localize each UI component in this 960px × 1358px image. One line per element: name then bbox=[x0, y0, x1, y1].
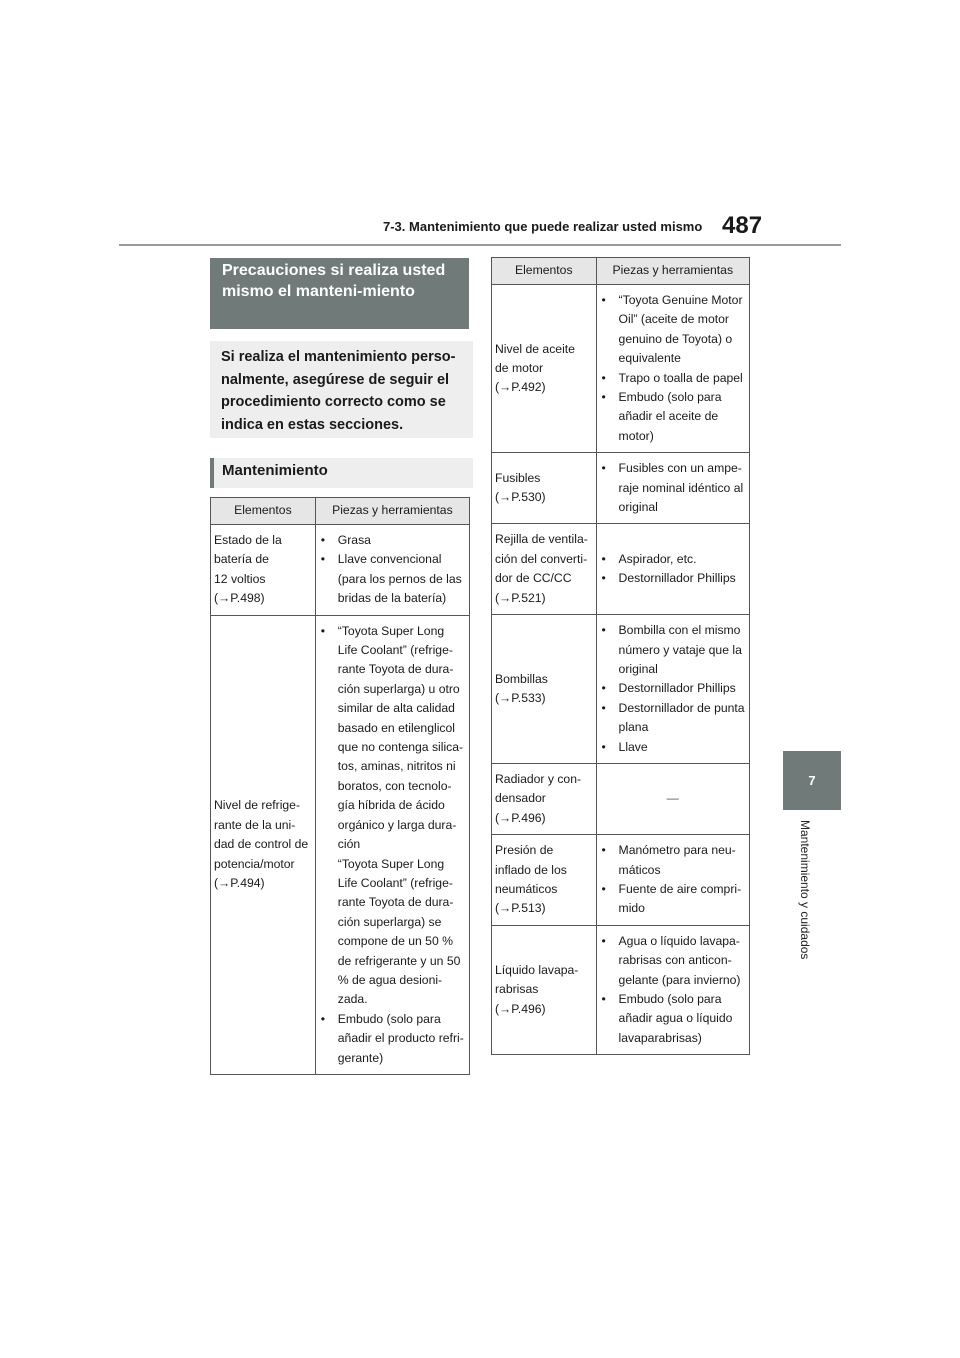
section-title: 7-3. Mantenimiento que puede realizar usted mismo bbox=[383, 219, 703, 234]
maintenance-table-left bbox=[210, 497, 470, 1075]
table-row bbox=[492, 615, 750, 764]
tool-item: • Grasa bbox=[321, 531, 466, 550]
item-cell: Líquido lavapa- rabrisas (→P.496) bbox=[492, 925, 597, 1054]
maintenance-heading: Mantenimiento bbox=[210, 458, 473, 488]
maintenance-table-right bbox=[491, 257, 750, 1055]
tool-item: • Embudo (solo para añadir agua o líquido lavaparabrisas) bbox=[602, 990, 746, 1048]
column-header-items: Elementos bbox=[492, 258, 597, 285]
table-row bbox=[492, 524, 750, 615]
column-header-tools: Piezas y herramientas bbox=[596, 258, 749, 285]
tool-item: • Fuente de aire compri-mido bbox=[602, 880, 746, 919]
tool-item: • Embudo (solo para añadir el producto refri-gerante) bbox=[321, 1010, 466, 1068]
column-header-tools: Piezas y herramientas bbox=[315, 498, 469, 525]
table-row bbox=[492, 925, 750, 1054]
table-header-row bbox=[492, 258, 750, 285]
tools-cell bbox=[596, 835, 749, 926]
tool-item: • “Toyota Super Long Life Coolant” (refrige-rante Toyota de dura-ción superlarga) u otro similar de alta calidad basado en etilenglicol que no contenga silica-tos, aminas, nitritos ni boratos, con tecnolo-gía híbrida de ácido orgánico y larga dura-ción “Toyota Super Long Life Coolant” (refrige-rante Toyota de dura-ción superlarga) se compone de un 50 % de refrigerante y un 50 % de agua desioni-zada. bbox=[321, 622, 466, 1010]
chapter-number: 7 bbox=[808, 773, 816, 788]
table-row bbox=[492, 453, 750, 524]
precautions-intro: Si realiza el mantenimiento perso-nalmente, asegúrese de seguir el procedimiento correcto como se indica en estas secciones. bbox=[210, 341, 473, 438]
tools-cell bbox=[596, 524, 749, 615]
table-row bbox=[492, 285, 750, 453]
tool-item: • “Toyota Genuine Motor Oil” (aceite de motor genuino de Toyota) o equivalente bbox=[602, 291, 746, 369]
item-cell: Fusibles (→P.530) bbox=[492, 453, 597, 524]
tools-cell bbox=[315, 525, 469, 616]
tool-item: • Destornillador Phillips bbox=[602, 569, 746, 588]
tool-item: • Embudo (solo para añadir el aceite de motor) bbox=[602, 388, 746, 446]
item-cell: Bombillas (→P.533) bbox=[492, 615, 597, 764]
tools-cell-empty: — bbox=[596, 763, 749, 834]
precautions-title: Precauciones si realiza usted mismo el manteni-miento bbox=[210, 258, 469, 329]
table-row bbox=[211, 525, 470, 616]
tools-cell bbox=[315, 615, 469, 1074]
item-cell: Radiador y con- densador (→P.496) bbox=[492, 763, 597, 834]
tools-cell bbox=[596, 615, 749, 764]
item-cell: Estado de la batería de 12 voltios (→P.498) bbox=[211, 525, 316, 616]
page-number: 487 bbox=[722, 212, 763, 239]
tool-item: • Manómetro para neu-máticos bbox=[602, 841, 746, 880]
header-divider bbox=[119, 244, 841, 246]
tool-item: • Trapo o toalla de papel bbox=[602, 369, 746, 388]
item-cell: Nivel de refrige- rante de la uni- dad de control de potencia/motor (→P.494) bbox=[211, 615, 316, 1074]
item-cell: Nivel de aceite de motor (→P.492) bbox=[492, 285, 597, 453]
tool-item: • Agua o líquido lavapa-rabrisas con anticon-gelante (para invierno) bbox=[602, 932, 746, 990]
tool-item: • Llave convencional (para los pernos de las bridas de la batería) bbox=[321, 550, 466, 608]
tool-item: • Destornillador Phillips bbox=[602, 679, 746, 698]
item-cell: Presión de inflado de los neumáticos (→P.513) bbox=[492, 835, 597, 926]
tool-item: • Fusibles con un ampe-raje nominal idéntico al original bbox=[602, 459, 746, 517]
tool-item: • Bombilla con el mismo número y vataje que la original bbox=[602, 621, 746, 679]
item-cell: Rejilla de ventila- ción del converti- dor de CC/CC (→P.521) bbox=[492, 524, 597, 615]
tool-item: • Llave bbox=[602, 738, 746, 757]
table-header-row bbox=[211, 498, 470, 525]
tool-item: • Aspirador, etc. bbox=[602, 550, 746, 569]
tool-item: • Destornillador de punta plana bbox=[602, 699, 746, 738]
tools-cell bbox=[596, 285, 749, 453]
table-row bbox=[211, 615, 470, 1074]
chapter-tab[interactable] bbox=[783, 751, 841, 810]
tools-cell bbox=[596, 925, 749, 1054]
chapter-label: Mantenimiento y cuidados bbox=[798, 820, 812, 960]
table-row bbox=[492, 835, 750, 926]
column-header-items: Elementos bbox=[211, 498, 316, 525]
tools-cell bbox=[596, 453, 749, 524]
table-row bbox=[492, 763, 750, 834]
